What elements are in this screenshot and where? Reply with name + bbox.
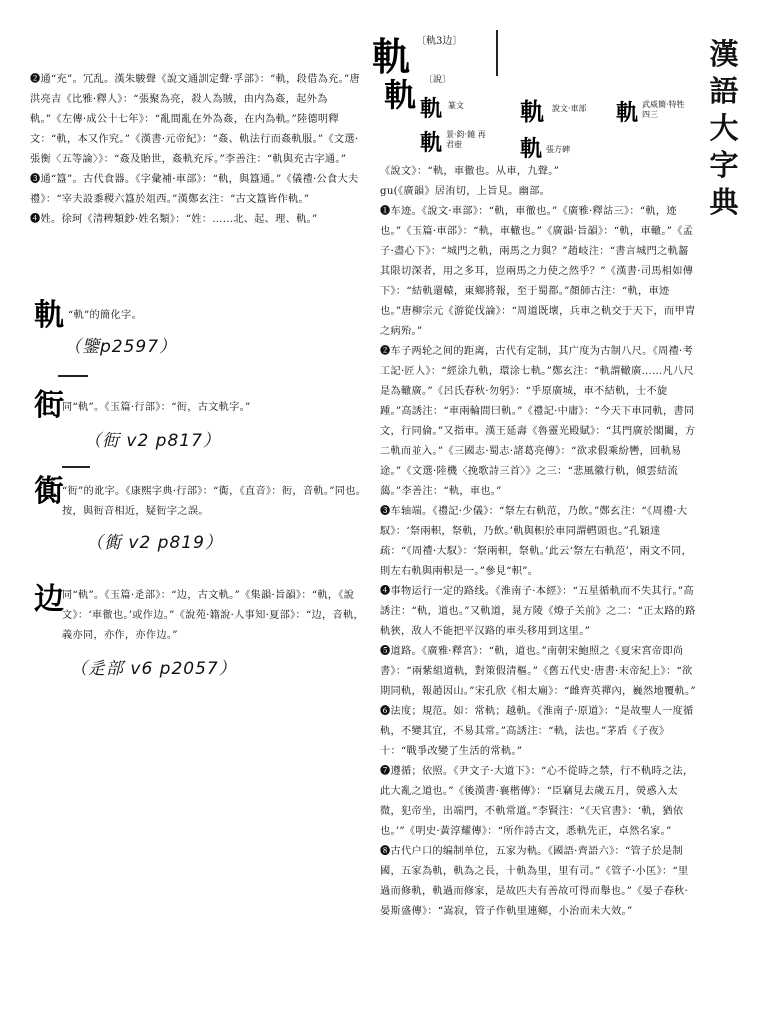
- brand-char: 典: [709, 185, 739, 219]
- entry-definition: 同“軌”。《玉篇·行部》：“衐，古文軌字。”: [62, 402, 251, 413]
- variant-form: 軌: [616, 100, 639, 126]
- variant-form: 軌: [520, 136, 543, 162]
- entry-definition: 同“軌”。《玉篇·辵部》：“边，古文軌。”《集韻·旨韻》：“軌，《說文》：‘車徹也。’或作边。”《說苑·籍說·人事知·夏部》：“边，音軌，義亦同，亦作，亦作边。”: [62, 590, 364, 641]
- headword-main: 軌: [372, 34, 411, 79]
- brand-char: 語: [709, 74, 739, 108]
- headword-tag: 〔軌3边〕: [416, 36, 463, 47]
- right-column-body: 《說文》：“軌，車徹也。从車，九聲。” gu(《廣韻》居洧切，上旨見。幽部。 ❶车迹。《說文·車部》：“軌，車徹也。”《廣雅·釋詁三》：“軌，迹也。”《玉篇·車部》：“軌，車轍也。”《廣韻·旨韻》：“軌，車轍。”《孟子·盡心下》：“城門之軌，兩馬之力與？”趙岐注：“書言城門之軌齧其限切深者，用之多耳，豈兩馬之力使之然乎？”《漢書·司馬相如傳下》：“結軌還轅，東鄉將報，至于蜀都。”顏師古注：“軌，車迹也。”唐柳宗元《游從伐論》：“周道既壞，兵車之軌交于天下，而甲胄之病殆。” ❷车子两轮之间的距离，古代有定制，其广度为古制八尺。《周禮·考工記·匠人》：“經涂九軌，環涂七軌。”鄭玄注：“軌謂轍廣……凡八尺是為轍廣。”《呂氏春秋·勿躬》：“乎原廣城，車不結軌，士不旋踵。”高誘注：“車兩輪間曰軌。”《禮記·中庸》：“今天下車同軌，書同文，行同倫。”又指車。漢王延壽《魯靈光殿賦》：“其門廣於閣闔，方二軌而並入。”《三國志·蜀志·諸葛亮傳》：“欲求假乘紛轡，回軌易途。”《文選·陸機〈挽歌詩三首〉》之三：“悲風徽行軌，傾雲結流藹。”李善注：“軌，車也。” ❸车轴端。《禮記·少儀》：“祭左右軌范，乃飲。”鄭玄注：“《周禮·大馭》：‘祭兩軹，祭軌，乃飲。’軌與軹於車同謂轊頭也。”孔穎達疏：“《周禮·大馭》：‘祭兩軹，祭軌。’此云‘祭左右軌范’，兩文不同，則左右軌與兩軹是一。”參見“軹”。 ❹事物运行一定的路线。《淮南子·本經》：“五星循軌而不失其行。”高誘注：“軌，道也。”又軌道，晁方陵《燎子关前》之二：“正太路的路軌狹，敌人不能把平汉路的車头移用到这里。” ❺道路。《廣雅·釋宮》：“軌，道也。”南朝宋鮑照之《夏宋宮帝即尚書》：“兩紫組道軌，對策假清樞。”《舊五代史·唐書·末帝紀上》：“欲期同軌，報趙因山。”宋孔欣《相太廟》：“雌齊英禪內，巍然地覆軌。” ❻法度；規范。如：常軌；越軌。《淮南子·原道》：“是故聖人一度循軌，不變其宜，不易其常。”高誘注：“軌，法也。”茅盾《子夜》十：“戰爭改變了生活的常軌。” ❼遵循；依照。《尹文子·大道下》：“心不從時之禁，行不軌時之法，此大亂之道也。”《後漢書·襄楷傳》：“臣竊見去歲五月，熒惑入太微，犯帝坐，出端門，不軌常道。”李賢注：“《天官書》：‘軌，猶依也。’”《明史·黃淳耀傳》：“所作詩古文，悉軌先正，卓然名家。” ❽古代户口的编制单位，五家为軌。《國語·齊語六》：“管子於是制國，五家為軌，軌為之長，十軌為里，里有司。”《管子·小匡》：“里過而修軌，軌過而修家，是故匹夫有善故可得而舉也。”《晏子春秋·晏斯盛傳》：“嵩寂，管子作軌里連鄉，小治而未大效。”: [380, 166, 696, 917]
- dictionary-title: [700, 36, 748, 221]
- brand-char: 漢: [709, 37, 739, 71]
- variant-form: 軌: [520, 97, 544, 126]
- seal-note: 〔說〕: [424, 75, 452, 85]
- variant-note: 武威簡·特牲四三: [642, 100, 685, 119]
- variant-form: 軌: [420, 130, 443, 156]
- variant-note: 景·鈞·鐃 再君壺: [446, 130, 486, 149]
- handwritten-note: （鑒p2597）: [64, 337, 178, 357]
- entry-headword: 軌: [34, 298, 64, 333]
- handwritten-mark: [62, 466, 90, 468]
- variant-note: 篆文: [448, 101, 464, 110]
- entry-headword: 边: [34, 582, 64, 617]
- handwritten-mark: [58, 375, 88, 377]
- variant-form: 軌: [420, 96, 443, 122]
- entry-definition: “軌”的簡化字。: [68, 310, 142, 321]
- entry-definition: “衐”的讹字。《康熙字典·行部》：“衠，《直音》：衐，音軌。”同也。按，與衐音相近，疑衐字之誤。: [62, 486, 367, 517]
- brand-char: 大: [709, 111, 739, 145]
- handwritten-note: （衠 v2 p819）: [86, 533, 223, 553]
- entry-headword: 衐: [34, 388, 64, 423]
- seal-form: 軌: [384, 76, 417, 114]
- variant-note: 張方碑: [546, 145, 570, 154]
- brand-char: 字: [709, 148, 739, 182]
- entry-headword: 衠: [34, 474, 64, 509]
- variant-note: 說文·車部: [552, 104, 587, 113]
- handwritten-bar: [496, 30, 498, 76]
- left-column-body: ❷通“充”。冗乱。漢朱駿聲《說文通訓定聲·孚部》：“軌，段借為充。”唐洪亮吉《比雅·釋人》：“張聚為亮，殺人為賊，由内為姦，起外為軌。”《左傳·成公十七年》：“亂間亂在外為姦，在内為軌。”陸德明釋文：“軌，本又作究。”《漢書·元帝紀》：“姦、軌法行而姦軌服。”《文選·張衡〈五等論〉》：“姦及貽世，姦軌充斥。”李善注：“軌與充古字通。” ❸通“簋”。古代食器。《字彙補·車部》：“軌，與簋通。”《儀禮·公食大夫禮》：“宰夫設黍稷六簋於俎西。”漢鄭玄注：“古文簋皆作軌。” ❹姓。徐珂《清稗類鈔·姓名類》：“姓：……北、起、理、軌。”: [30, 74, 360, 225]
- handwritten-note: （衐 v2 p817）: [84, 431, 221, 451]
- handwritten-note: （辵部 v6 p2057）: [70, 659, 237, 679]
